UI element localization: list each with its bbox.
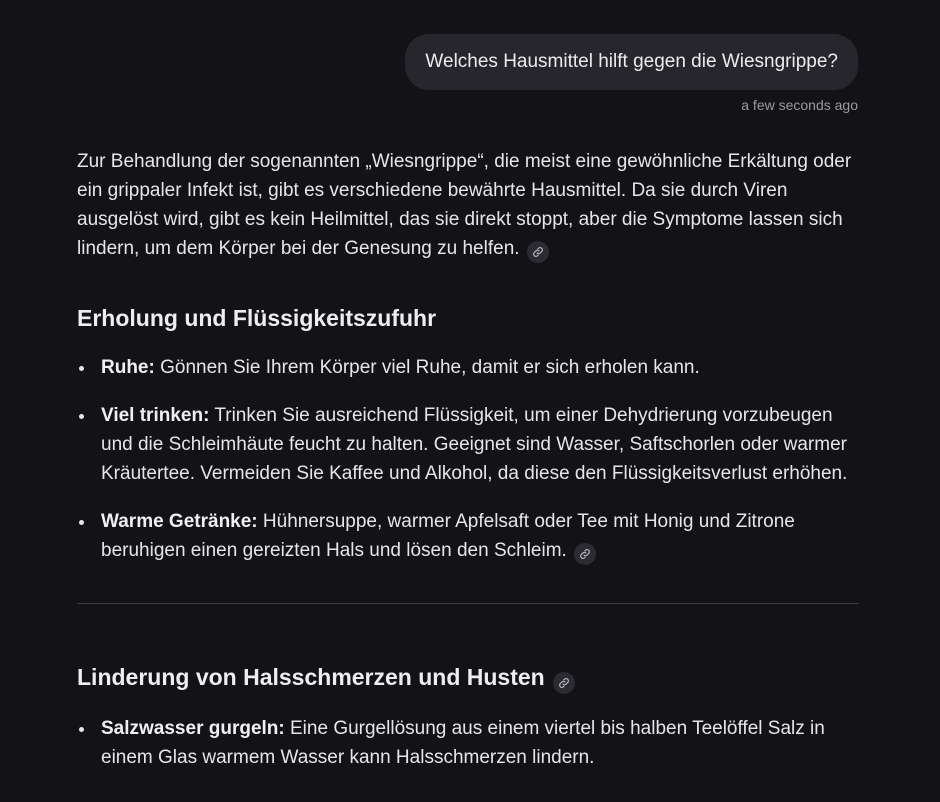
source-link-icon[interactable] (574, 543, 596, 565)
item-term: Ruhe: (101, 357, 155, 378)
message-timestamp: a few seconds ago (741, 97, 858, 113)
item-text: Hühnersuppe, warmer Apfelsaft oder Tee mit Honig und Zitrone beruhigen einen gereizten Hals und lösen den Schleim. (101, 511, 795, 561)
heading-text: Linderung von Halsschmerzen und Husten (77, 664, 545, 690)
response-content (77, 147, 859, 772)
list-item-rest (101, 353, 859, 382)
source-link-icon[interactable] (527, 241, 549, 263)
section-heading-throat (77, 662, 859, 694)
section-divider (77, 603, 859, 604)
list-item-drink (101, 401, 859, 488)
throat-list (77, 714, 859, 772)
item-text: Eine Gurgellösung aus einem viertel bis halben Teelöffel Salz in einem Glas warmem Wasser kann Halsschmerzen lindern. (101, 718, 825, 768)
recovery-list (77, 353, 859, 565)
item-term: Viel trinken: (101, 405, 210, 426)
source-link-icon[interactable] (553, 672, 575, 694)
section-heading-recovery: Erholung und Flüssigkeitszufuhr (77, 305, 437, 331)
item-text: Trinken Sie ausreichend Flüssigkeit, um einer Dehydrierung vorzubeugen und die Schleimhäute feucht zu halten. Geeignet sind Wasser, Saftschorlen oder warmer Kräutertee. Vermeiden Sie Kaffee und Alkohol, da diese den Flüssigkeitsverlust erhöhen. (101, 405, 848, 484)
item-term: Warme Getränke: (101, 511, 258, 532)
list-item-warm-drinks (101, 507, 859, 565)
item-term: Salzwasser gurgeln: (101, 718, 285, 739)
item-text: Gönnen Sie Ihrem Körper viel Ruhe, damit er sich erholen kann. (154, 357, 700, 378)
user-message-text: Welches Hausmittel hilft gegen die Wiesngrippe? (425, 51, 838, 72)
intro-text: Zur Behandlung der sogenannten „Wiesngrippe“, die meist eine gewöhnliche Erkältung oder ein grippaler Infekt ist, gibt es verschiedene bewährte Hausmittel. Da sie durch Viren ausgelöst wird, gibt es kein Heilmittel, das sie direkt stoppt, aber die Symptome lassen sich lindern, um dem Körper bei der Genesung zu helfen. (77, 151, 852, 259)
user-message-bubble (405, 34, 858, 90)
list-item-gargle (101, 714, 859, 772)
response-intro (77, 147, 859, 263)
